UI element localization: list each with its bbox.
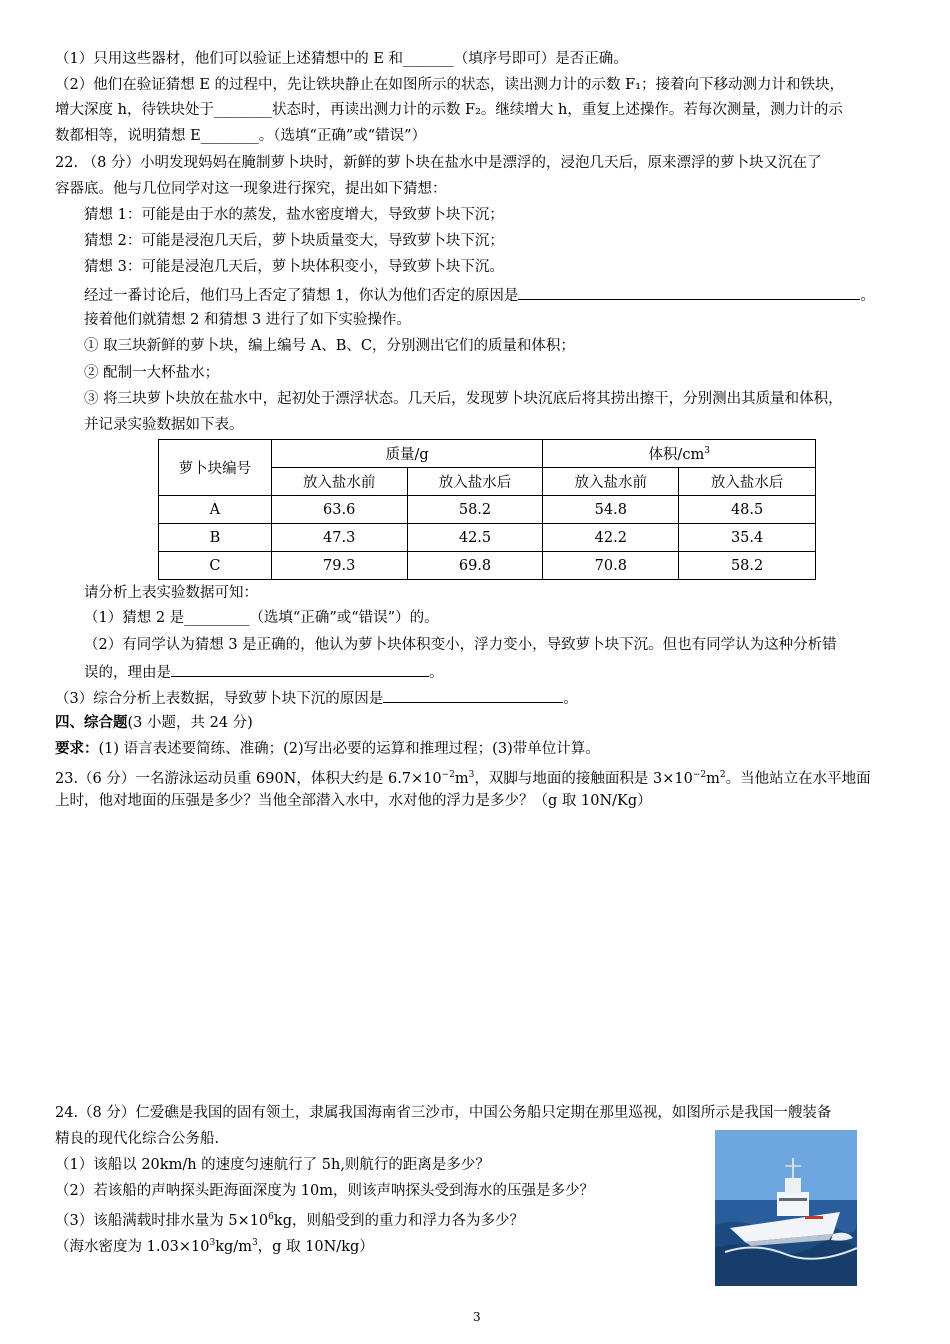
q23-text-e: 。当他站立在水平地面 bbox=[725, 770, 871, 787]
header-mass: 质量/g bbox=[271, 440, 543, 468]
q24-sub3-a: （3）该船满载时排水量为 5×10 bbox=[55, 1212, 269, 1229]
q23-exp1: −2 bbox=[441, 770, 455, 780]
header-radish-id: 萝卜块编号 bbox=[159, 440, 272, 496]
page-number: 3 bbox=[473, 1310, 481, 1324]
q23-text-a: 23.（6 分）一名游泳运动员重 690N，体积大约是 6.7×10 bbox=[55, 770, 442, 787]
q24-line2: 精良的现代化综合公务船. bbox=[55, 1131, 220, 1147]
table-row bbox=[159, 524, 816, 552]
q22-answer3 bbox=[55, 688, 578, 708]
q22-guess2: 猜想 2：可能是浸泡几天后，萝卜块质量变大，导致萝卜块下沉； bbox=[84, 233, 504, 249]
q24-given-exp2: 3 bbox=[251, 1238, 258, 1248]
section4-note: (3 小题，共 24 分) bbox=[127, 715, 253, 731]
q24-given-a: （海水密度为 1.03×10 bbox=[55, 1238, 210, 1255]
cell-mass-before: 63.6 bbox=[271, 496, 407, 524]
section4-requirements bbox=[55, 740, 600, 758]
q23-line2: 上时，他对地面的压强是多少？当他全部潜入水中，水对他的浮力是多少？（g 取 10N/Kg） bbox=[55, 793, 652, 809]
header-mass-before: 放入盐水前 bbox=[271, 468, 407, 496]
cell-volume-after: 48.5 bbox=[679, 496, 816, 524]
q22-answer2-line2 bbox=[84, 662, 444, 682]
q22-answer2-pre: 误的，理由是 bbox=[84, 665, 171, 681]
cell-mass-after: 58.2 bbox=[407, 496, 543, 524]
ship-illustration bbox=[715, 1130, 857, 1286]
answer-blank[interactable] bbox=[171, 662, 429, 677]
cell-volume-before: 70.8 bbox=[543, 552, 679, 580]
cell-volume-after: 35.4 bbox=[679, 524, 816, 552]
header-volume-after: 放入盐水后 bbox=[679, 468, 816, 496]
cell-mass-before: 47.3 bbox=[271, 524, 407, 552]
q24-given-b: kg/m bbox=[215, 1238, 252, 1255]
radish-data-table bbox=[158, 439, 816, 580]
q21-part2-line1: （2）他们在验证猜想 E 的过程中，先让铁块静止在如图所示的状态，读出测力计的示数 F₁；接着向下移动测力计和铁块， bbox=[55, 77, 845, 93]
q21-part1: （1）只用这些器材，他们可以验证上述猜想中的 E 和_______（填序号即可）是否正确。 bbox=[55, 51, 628, 67]
q24-given-c: ，g 取 10N/kg） bbox=[257, 1238, 374, 1255]
answer-blank[interactable] bbox=[383, 688, 563, 703]
q24-line1: 24.（8 分）仁爱礁是我国的固有领土，隶属我国海南省三沙市，中国公务船只定期在那里巡视，如图所示是我国一艘装备 bbox=[55, 1105, 832, 1121]
q21-part2-line2: 增大深度 h，待铁块处于________状态时，再读出测力计的示数 F₂。继续增大 h，重复上述操作。若每次测量，测力计的示 bbox=[55, 102, 843, 118]
q22-guess3: 猜想 3：可能是浸泡几天后，萝卜块体积变小，导致萝卜块下沉。 bbox=[84, 259, 504, 275]
cell-id: B bbox=[159, 524, 272, 552]
header-volume-before: 放入盐水前 bbox=[543, 468, 679, 496]
answer-blank[interactable] bbox=[518, 285, 860, 300]
q22-analyze: 请分析上表实验数据可知： bbox=[84, 585, 258, 601]
cell-id: C bbox=[159, 552, 272, 580]
requirements-label: 要求： bbox=[55, 740, 99, 757]
q24-sub3-b: kg，则船受到的重力和浮力各为多少？ bbox=[273, 1212, 524, 1229]
q23-exp2: 3 bbox=[468, 770, 475, 780]
q22-step2: ② 配制一大杯盐水； bbox=[84, 365, 220, 381]
q23-exp3: −2 bbox=[692, 770, 707, 780]
q24-sub3 bbox=[55, 1208, 524, 1230]
q24-sub1: （1）该船以 20km/h 的速度匀速航行了 5h,则航行的距离是多少？ bbox=[55, 1157, 490, 1173]
section4-title: 四、综合题 bbox=[55, 714, 128, 731]
q22-discuss bbox=[84, 285, 875, 305]
table-row bbox=[159, 496, 816, 524]
patrol-ship-photo bbox=[715, 1130, 857, 1286]
q22-discuss-end: 。 bbox=[860, 288, 875, 304]
cell-mass-after: 42.5 bbox=[407, 524, 543, 552]
q22-answer3-pre: （3）综合分析上表数据，导致萝卜块下沉的原因是 bbox=[55, 691, 384, 707]
header-volume bbox=[543, 440, 816, 468]
header-mass-after: 放入盐水后 bbox=[407, 468, 543, 496]
q22-step3-line1: ③ 将三块萝卜块放在盐水中，起初处于漂浮状态。几天后，发现萝卜块沉底后将其捞出擦干，分别测出其质量和体积， bbox=[84, 391, 843, 407]
cell-mass-after: 69.8 bbox=[407, 552, 543, 580]
q23-exp4: 2 bbox=[719, 770, 726, 780]
cell-mass-before: 79.3 bbox=[271, 552, 407, 580]
cell-volume-before: 42.2 bbox=[543, 524, 679, 552]
q22-step1: ① 取三块新鲜的萝卜块，编上编号 A、B、C，分别测出它们的质量和体积； bbox=[84, 338, 575, 354]
q22-answer1: （1）猜想 2 是_________（选填“正确”或“错误”）的。 bbox=[84, 610, 439, 626]
q23-text-c: ，双脚与地面的接触面积是 3×10 bbox=[474, 770, 693, 787]
q23-text-d: m bbox=[706, 770, 720, 787]
q22-answer3-end: 。 bbox=[563, 691, 578, 707]
q22-answer2-end: 。 bbox=[429, 665, 444, 681]
header-volume-text: 体积/cm bbox=[648, 447, 705, 463]
q22-discuss-text: 经过一番讨论后，他们马上否定了猜想 1，你认为他们否定的原因是 bbox=[84, 288, 519, 304]
q22-next: 接着他们就猜想 2 和猜想 3 进行了如下实验操作。 bbox=[84, 312, 411, 328]
q23-line1 bbox=[55, 766, 871, 788]
q22-step3-line2: 并记录实验数据如下表。 bbox=[84, 417, 244, 433]
header-volume-sup: 3 bbox=[704, 446, 710, 457]
q22-guess1: 猜想 1：可能是由于水的蒸发，盐水密度增大，导致萝卜块下沉； bbox=[84, 207, 504, 223]
table-row bbox=[159, 552, 816, 580]
q24-given-exp1: 3 bbox=[209, 1238, 216, 1248]
q22-intro-line2: 容器底。他与几位同学对这一现象进行探究，提出如下猜想： bbox=[55, 181, 447, 197]
section4-heading bbox=[55, 714, 253, 732]
cell-volume-before: 54.8 bbox=[543, 496, 679, 524]
q23-text-b: m bbox=[454, 770, 469, 787]
q24-sub2: （2）若该船的声呐探头距海面深度为 10m，则该声呐探头受到海水的压强是多少？ bbox=[55, 1183, 595, 1199]
q24-sub3-exp: 6 bbox=[268, 1212, 274, 1222]
q24-given bbox=[55, 1234, 374, 1256]
requirements-text: (1) 语言表述要简练、准确；(2)写出必要的运算和推理过程；(3)带单位计算。 bbox=[98, 741, 600, 757]
cell-volume-after: 58.2 bbox=[679, 552, 816, 580]
q21-part2-line3: 数都相等，说明猜想 E________。（选填“正确”或“错误”） bbox=[55, 128, 427, 144]
q22-intro-line1: 22. （8 分）小明发现妈妈在腌制萝卜块时，新鲜的萝卜块在盐水中是漂浮的，浸泡几天后，原来漂浮的萝卜块又沉在了 bbox=[55, 155, 822, 171]
cell-id: A bbox=[159, 496, 272, 524]
q22-answer2-line1: （2）有同学认为猜想 3 是正确的，他认为萝卜块体积变小，浮力变小，导致萝卜块下沉。但也有同学认为这种分析错 bbox=[84, 637, 837, 653]
